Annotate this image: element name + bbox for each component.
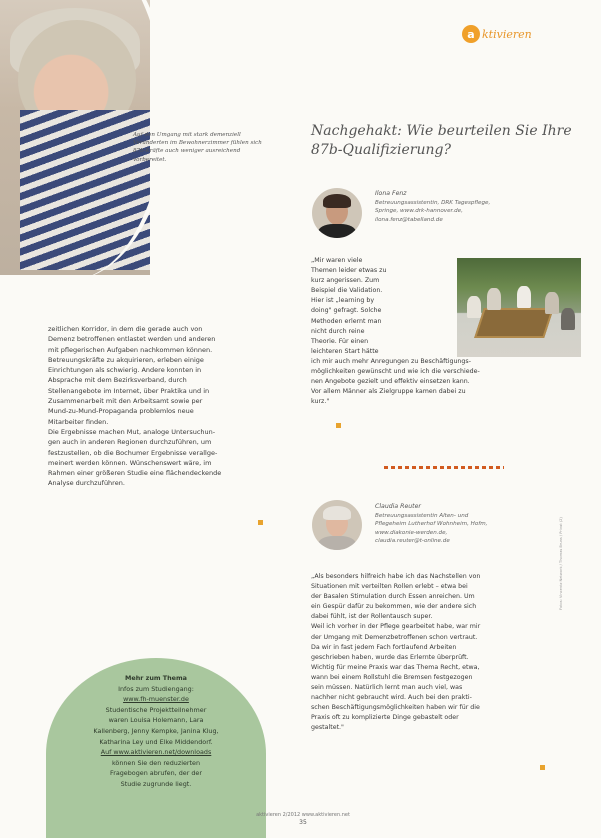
body-line: festzustellen, ob die Bochumer Ergebnisse verallge- (48, 448, 218, 457)
person1-bio-line: ilona.fenz@tabelland.de (375, 216, 443, 223)
section-heading: Nachgehakt: Wie beurteilen Sie Ihre 87b-Qualifizierung? (311, 123, 572, 158)
quote-line: wann bei einem Rollstuhl die Bremsen festgezogen (311, 673, 473, 681)
bio-person2 (375, 503, 575, 546)
info-line: können Sie den reduzierten (111, 758, 201, 767)
info-line: Fragebogen abrufen, der der (110, 769, 202, 778)
quote-line: nicht durch reine (311, 327, 365, 335)
info-box-title: Mehr zum Thema (125, 674, 187, 682)
quote-line: sein müssen. Natürlich lernt man auch viel, was (311, 684, 463, 692)
quote-line: leichteren Start hätte (311, 347, 379, 355)
body-line: zeitlichen Korridor, in dem die gerade auch von (48, 325, 203, 333)
avatar-claudia-reuter (312, 500, 362, 550)
bio-person1 (375, 190, 575, 224)
quote-line: schen Beschäftigungsmöglichkeiten haben wir für die (311, 704, 480, 712)
quote-line: geschrieben haben, wurde das Erlernte überprüft. (311, 653, 469, 661)
end-mark (258, 520, 263, 525)
avatar-ilona-fenz (312, 188, 362, 238)
info-link-downloads[interactable]: Auf www.aktivieren.net/downloads (100, 748, 212, 757)
body-line: gen auch in anderen Regionen durchzuführen, um (48, 438, 212, 447)
photo-credit: Fotos: Vincentz Network / Thomas Bruns / Privat (2) (559, 517, 563, 610)
body-line: meinert werden können. Wünschenswert wäre, im (48, 458, 212, 467)
page-footer (248, 812, 358, 826)
quote-line: nen Angebote gezielt und effektiv einsetzen kann. (311, 378, 470, 386)
person1-bio-line: Betreuungsassistentin, DRK Tagespflege, (375, 199, 491, 206)
quote-line: kurz angerissen. Zum (311, 277, 380, 285)
body-line: mit pflegerischen Aufgaben nachkommen können. (48, 345, 213, 354)
hero-photo (0, 0, 150, 275)
info-line: Studie zugrunde liegt. (120, 779, 192, 788)
quote-line: Praxis oft zu komplizierte Dinge gebastelt oder (311, 714, 459, 722)
end-mark (540, 765, 545, 770)
quote2 (311, 572, 573, 734)
info-line: Katharina Ley und Elke Middendorf. (99, 737, 213, 746)
quote-line: der Umgang mit Demenzbetroffenen schon vertraut. (311, 633, 478, 641)
footer-copyright: aktivieren 2/2012 www.aktivieren.net (256, 812, 350, 818)
info-line: Infos zum Studiengang: (118, 684, 194, 693)
quote-line: „Als besonders hilfreich habe ich das Nachstellen von (311, 573, 481, 580)
person2-bio-line: Betreuungsassistentin Alten- und (375, 512, 469, 519)
quote-line: ich mir auch mehr Anregungen zu Beschäftigungs- (311, 358, 471, 365)
person2-bio-line: Pflegeheim Lutherhof Wohnheim, Hofm, (375, 521, 488, 528)
brand-logo (462, 25, 532, 43)
person1-bio-line: Springe, www.drk-hannover.de, (375, 208, 463, 215)
quote-line: Beispiel die Validation. (311, 287, 383, 295)
body-line: Absprache mit dem Bezirksverband, durch (48, 376, 187, 385)
person2-name: Claudia Reuter (375, 503, 421, 510)
quote-line: Vor allem Männer als Zielgruppe kamen dabei zu (311, 388, 466, 396)
quote-line: Methoden erlernt man (311, 317, 382, 325)
group-photo (457, 258, 581, 357)
body-line: Analyse durchzuführen. (48, 479, 125, 488)
quote-line: ein Gespür dafür zu bekommen, wie der andere sich (311, 603, 477, 611)
quote-line: gestaltet." (311, 724, 344, 732)
body-line: Stellenangebote im Internet, über Praktika und in (48, 386, 210, 395)
quote-line: möglichkeiten gewünscht und wie ich die verschiede- (311, 368, 480, 376)
quote-line: Theorie. Für einen (311, 337, 369, 345)
info-line: waren Louisa Holemann, Lara (108, 716, 204, 725)
photo-caption: Auf den Umgang mit stark demenziell Veränderten im Bewohnerzimmer fühlen sich 87b-Kräfte auch weniger ausreichend vorbereitet. (133, 132, 262, 163)
quote-line: Da wir in fast jedem Fach fortlaufend Arbeiten (311, 643, 457, 651)
body-line: Die Ergebnisse machen Mut, analoge Untersuchun- (48, 427, 216, 436)
quote1-full (311, 357, 573, 407)
body-line: Zusammenarbeit mit den Arbeitsamt sowie per (48, 397, 203, 406)
quote-line: Hier ist „learning by (311, 297, 375, 305)
quote1-narrow (311, 256, 449, 357)
end-mark (336, 423, 341, 428)
quote-line: „Mir waren viele (311, 257, 363, 264)
quote-line: Wichtig für meine Praxis war das Thema Recht, etwa, (311, 663, 480, 671)
quote-line: doing" gefragt. Solche (311, 307, 382, 315)
body-line: Einrichtungen als schwierig. Andere konnten in (48, 366, 202, 375)
quote-line: Themen leider etwas zu (311, 267, 387, 275)
info-link-fh[interactable]: www.fh-muenster.de (123, 695, 189, 704)
quote-line: der Basalen Stimulation durch Essen anreichen. Um (311, 593, 475, 601)
info-line: Studentische Projektteilnehmer (105, 705, 207, 714)
body-line: Demenz betroffenen entlastet werden und anderen (48, 335, 216, 344)
brand-initial: a (462, 25, 480, 43)
body-line: Betreuungskräfte zu akquirieren, erleben einige (48, 355, 204, 364)
quote-line: nachher nicht gebraucht wird. Auch bei den prakti- (311, 694, 472, 702)
body-line: Rahmen einer größeren Studie eine flächendeckende (48, 469, 222, 478)
brand-name: ktivieren (482, 27, 532, 41)
person2-bio-line: claudia.reuter@t-online.de (375, 538, 450, 545)
article-body (48, 324, 264, 489)
quote-line: dabei fühlt, ist der Rollentausch super. (311, 613, 433, 621)
info-line: Kallenberg, Jenny Kempke, Janina Klug, (93, 726, 219, 735)
body-line: Mund-zu-Mund-Propaganda problemlos neue (48, 407, 194, 416)
quote-line: kurz." (311, 398, 330, 406)
person2-bio-line: www.diakonie-werden.de, (375, 529, 448, 536)
body-line: Mitarbeiter finden. (48, 417, 109, 426)
person1-name: Ilona Fenz (375, 190, 407, 197)
page-number: 35 (299, 819, 307, 826)
info-box-content (50, 673, 262, 790)
quote-line: Situationen mit verteilten Rollen erlebt – etwa bei (311, 583, 468, 591)
section-divider (384, 466, 504, 469)
quote-line: Weil ich vorher in der Pflege gearbeitet habe, war mir (311, 623, 481, 631)
